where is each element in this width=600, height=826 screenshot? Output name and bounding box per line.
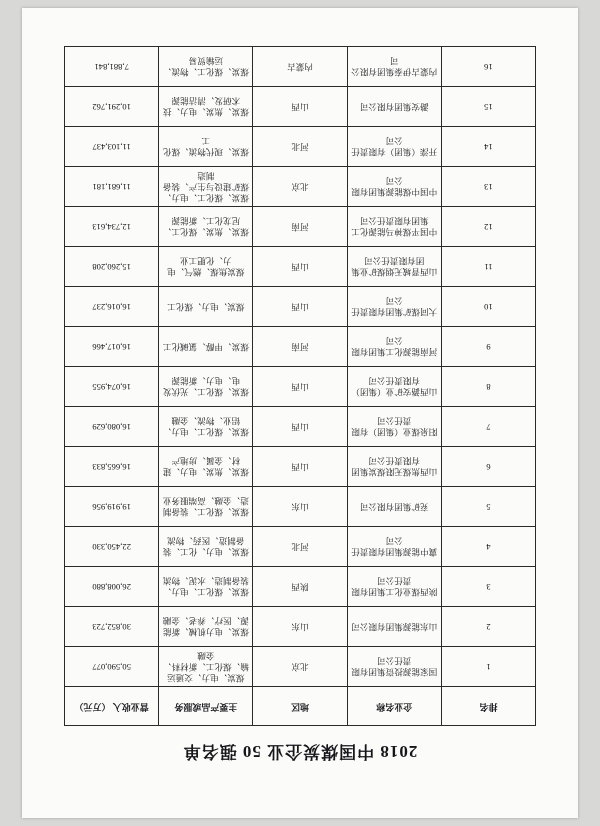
column-header-rank: 排名 [441,687,535,726]
cell-revenue: 11,103,437 [65,127,159,167]
cell-company-name: 山西晋城无烟煤矿业集团有限责任公司 [347,247,441,287]
coal-company-ranking-table [64,46,536,726]
cell-company-name: 河南能源化工集团有限公司 [347,327,441,367]
cell-products: 煤炭、煤化工、光伏发电、电力、新能源 [159,367,253,407]
cell-company-name: 山西焦煤无限煤炭集团有限责任公司 [347,447,441,487]
column-header-revenue: 营业收入 （万元） [65,687,159,726]
cell-region: 北京 [253,167,347,207]
cell-region: 河北 [253,127,347,167]
cell-rank: 10 [441,287,535,327]
cell-rank: 7 [441,407,535,447]
table-row [65,607,536,647]
cell-rank: 13 [441,167,535,207]
cell-rank: 9 [441,327,535,367]
cell-rank: 16 [441,47,535,87]
cell-revenue: 50,590,077 [65,647,159,687]
cell-revenue: 15,260,208 [65,247,159,287]
cell-company-name: 潞安集团有限公司 [347,87,441,127]
cell-products: 煤炭、煤化工、装备制造、金融、高端服务业 [159,487,253,527]
cell-company-name: 国家能源投资集团有限责任公司 [347,647,441,687]
cell-region: 河北 [253,527,347,567]
cell-rank: 12 [441,207,535,247]
cell-rank: 14 [441,127,535,167]
table-row [65,127,536,167]
cell-revenue: 16,074,955 [65,367,159,407]
table-header-row [65,687,536,726]
cell-products: 煤炭、电力、交通运输、煤化工、新材料、金融 [159,647,253,687]
cell-region: 山西 [253,367,347,407]
cell-company-name: 中国平煤神马能源化工集团有限责任公司 [347,207,441,247]
table-row [65,207,536,247]
cell-company-name: 开滦（集团）有限责任公司 [347,127,441,167]
table-row [65,47,536,87]
cell-rank: 2 [441,607,535,647]
column-header-products: 主要产品或服务 [159,687,253,726]
cell-products: 煤炭、煤化工、物流、运输贸易 [159,47,253,87]
cell-company-name: 阳泉煤业（集团）有限责任公司 [347,407,441,447]
cell-products: 煤炭、煤化工、电力、煤矿建设与生产、装备制造 [159,167,253,207]
table-row [65,327,536,367]
table-row [65,527,536,567]
cell-rank: 3 [441,567,535,607]
cell-revenue: 16,080,629 [65,407,159,447]
cell-products: 煤炭、现代物流、煤化工 [159,127,253,167]
cell-rank: 8 [441,367,535,407]
table-row [65,647,536,687]
cell-rank: 15 [441,87,535,127]
cell-revenue: 16,665,833 [65,447,159,487]
cell-products: 煤炭、焦炭、电力、建材、金属、房地产 [159,447,253,487]
cell-revenue: 30,852,723 [65,607,159,647]
cell-rank: 1 [441,647,535,687]
cell-products: 煤炭、煤化工、电力、铝业、物流、金融 [159,407,253,447]
cell-region: 陕西 [253,567,347,607]
cell-rank: 4 [441,527,535,567]
cell-region: 山东 [253,607,347,647]
table-row [65,247,536,287]
cell-products: 煤炭焦煤、燃气、电力、化肥工业 [159,247,253,287]
cell-rank: 11 [441,247,535,287]
cell-revenue: 16,016,237 [65,287,159,327]
table-row [65,567,536,607]
cell-company-name: 陕西煤业化工集团有限责任公司 [347,567,441,607]
scanned-page [22,8,578,818]
table-row [65,367,536,407]
cell-company-name: 内蒙古伊泰集团有限公司 [347,47,441,87]
table-row [65,287,536,327]
cell-products: 煤炭、焦炭、电力、技术研发、清洁能源 [159,87,253,127]
cell-revenue: 26,008,880 [65,567,159,607]
table-row [65,407,536,447]
table-row [65,487,536,527]
table-row [65,447,536,487]
cell-products: 煤炭、煤化工、电力、装备制造、水泥、物流 [159,567,253,607]
cell-revenue: 11,681,181 [65,167,159,207]
cell-company-name: 冀中能源集团有限责任公司 [347,527,441,567]
cell-region: 河南 [253,327,347,367]
cell-products: 煤炭、电力、煤化工 [159,287,253,327]
table-body [65,47,536,687]
cell-region: 北京 [253,647,347,687]
cell-company-name: 兖矿集团有限公司 [347,487,441,527]
cell-company-name: 大同煤矿集团有限责任公司 [347,287,441,327]
table-row [65,87,536,127]
cell-products: 煤炭、甲醇、氯碱化工 [159,327,253,367]
cell-company-name: 山西潞安矿业（集团）有限责任公司 [347,367,441,407]
table-row [65,167,536,207]
cell-revenue: 22,450,330 [65,527,159,567]
cell-region: 内蒙古 [253,47,347,87]
cell-revenue: 16,017,466 [65,327,159,367]
cell-revenue: 19,919,956 [65,487,159,527]
cell-region: 山西 [253,87,347,127]
cell-rank: 5 [441,487,535,527]
cell-products: 煤炭、电力、化工、装备制造、医药、物流 [159,527,253,567]
cell-company-name: 山东能源集团有限公司 [347,607,441,647]
cell-rank: 6 [441,447,535,487]
cell-region: 山西 [253,247,347,287]
rotated-page-content [22,8,578,818]
cell-region: 河南 [253,207,347,247]
cell-revenue: 12,734,613 [65,207,159,247]
cell-revenue: 10,291,762 [65,87,159,127]
cell-region: 山西 [253,407,347,447]
cell-region: 山西 [253,447,347,487]
cell-region: 山西 [253,287,347,327]
cell-revenue: 7,881,841 [65,47,159,87]
cell-region: 山东 [253,487,347,527]
column-header-region: 地区 [253,687,347,726]
cell-company-name: 中国中煤能源集团有限公司 [347,167,441,207]
page-title: 2018 中国煤炭企业 50 强名单 [182,742,418,761]
cell-products: 煤炭、焦炭、煤化工、尼龙化工、新能源 [159,207,253,247]
cell-products: 煤炭、电力机械、新能源、医疗、养老、金融 [159,607,253,647]
column-header-company: 企业名称 [347,687,441,726]
